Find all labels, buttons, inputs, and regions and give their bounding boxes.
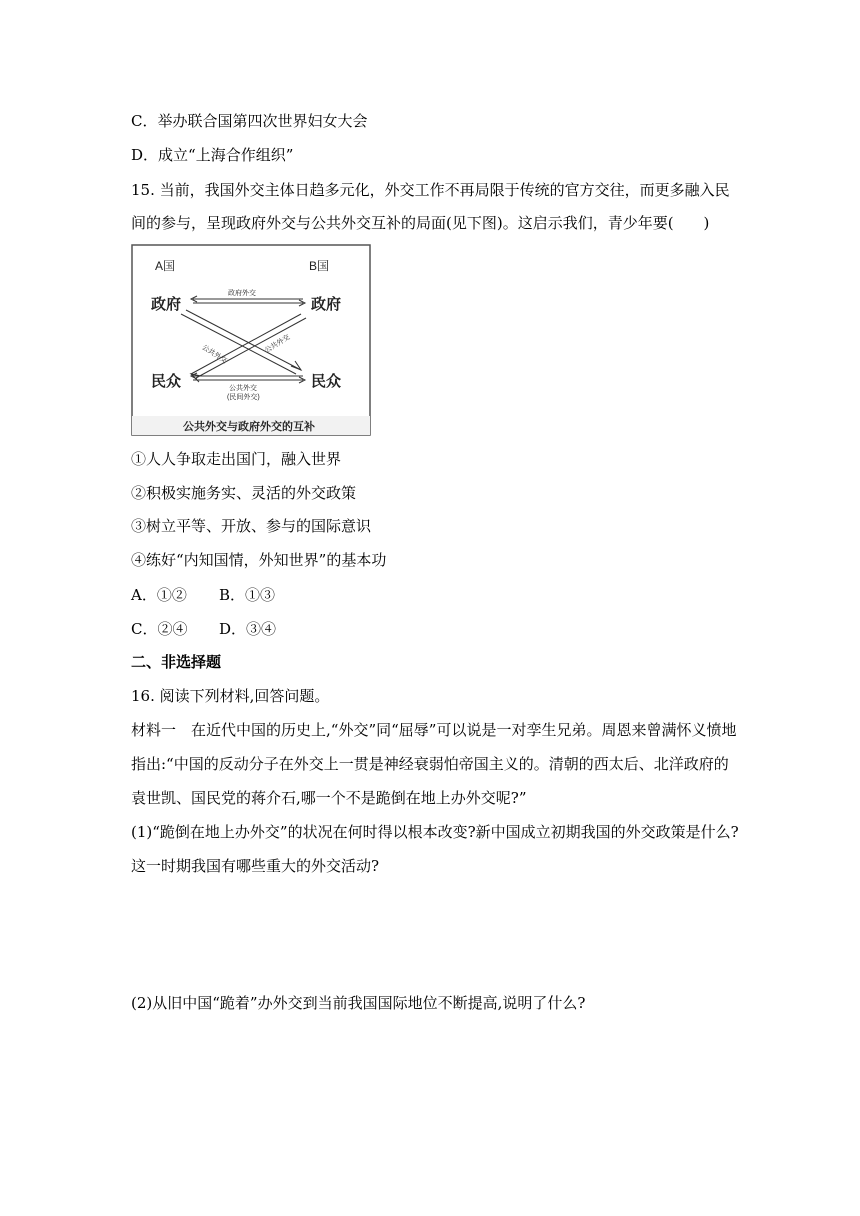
q16-sub1-line2: 这一时期我国有哪些重大的外交活动?	[131, 857, 380, 875]
q16-material-line1: 材料一 在近代中国的历史上,“外交”同“屈辱”可以说是一对孪生兄弟。周恩来曾满怀义愤地	[131, 721, 737, 739]
q16-intro: 16. 阅读下列材料,回答问题。	[131, 687, 330, 705]
cross-label-left: 公共外交	[200, 344, 228, 365]
q16-material-line3: 袁世凯、国民党的蒋介石,哪一个不是跪倒在地上办外交呢?”	[131, 789, 527, 807]
q15-option-c: C．②④	[131, 620, 188, 638]
section-heading: 二、非选择题	[131, 653, 222, 671]
country-a-label: A国	[155, 259, 176, 273]
diplomacy-diagram	[131, 244, 371, 436]
q15-stem-line1: 15. 当前，我国外交主体日趋多元化，外交工作不再局限于传统的官方交往，而更多融入民	[131, 181, 730, 199]
public-left-label: 民众	[151, 373, 182, 390]
q15-options-row2	[131, 619, 276, 639]
q16-sub2: (2)从旧中国“跪着”办外交到当前我国国际地位不断提高,说明了什么?	[131, 994, 586, 1012]
bottom-arrow-label-1: 公共外交	[229, 385, 257, 392]
gov-left-label: 政府	[151, 296, 182, 313]
q15-options-row1	[131, 585, 275, 605]
q14-option-c: C．举办联合国第四次世界妇女大会	[131, 112, 368, 130]
cross-label-right: 公共外交	[263, 333, 292, 355]
country-b-label: B国	[309, 259, 330, 273]
q15-statement-1: ①人人争取走出国门，融入世界	[131, 450, 342, 468]
diagram-caption: 公共外交与政府外交的互补	[183, 421, 315, 433]
q15-statement-4: ④练好“内知国情，外知世界”的基本功	[131, 551, 387, 569]
q15-option-b: B．①③	[219, 586, 276, 604]
q15-option-d: D．③④	[219, 620, 277, 638]
q15-option-a: A．①②	[131, 586, 187, 604]
q14-option-d: D．成立“上海合作组织”	[131, 146, 294, 164]
public-right-label: 民众	[311, 373, 342, 390]
q16-material-line2: 指出:“中国的反动分子在外交上一贯是神经衰弱怕帝国主义的。清朝的西太后、北洋政府的	[131, 755, 729, 773]
q15-stem-line2: 间的参与，呈现政府外交与公共外交互补的局面(见下图)。这启示我们，青少年要( )	[131, 214, 710, 232]
q15-statement-2: ②积极实施务实、灵活的外交政策	[131, 484, 357, 502]
bottom-arrow-label-2: (民间外交)	[227, 394, 260, 401]
q15-statement-3: ③树立平等、开放、参与的国际意识	[131, 517, 372, 535]
gov-right-label: 政府	[311, 296, 342, 313]
top-arrow-label: 政府外交	[228, 290, 256, 297]
q16-sub1-line1: (1)“跪倒在地上办外交”的状况在何时得以根本改变?新中国成立初期我国的外交政策是什么?	[131, 823, 739, 841]
